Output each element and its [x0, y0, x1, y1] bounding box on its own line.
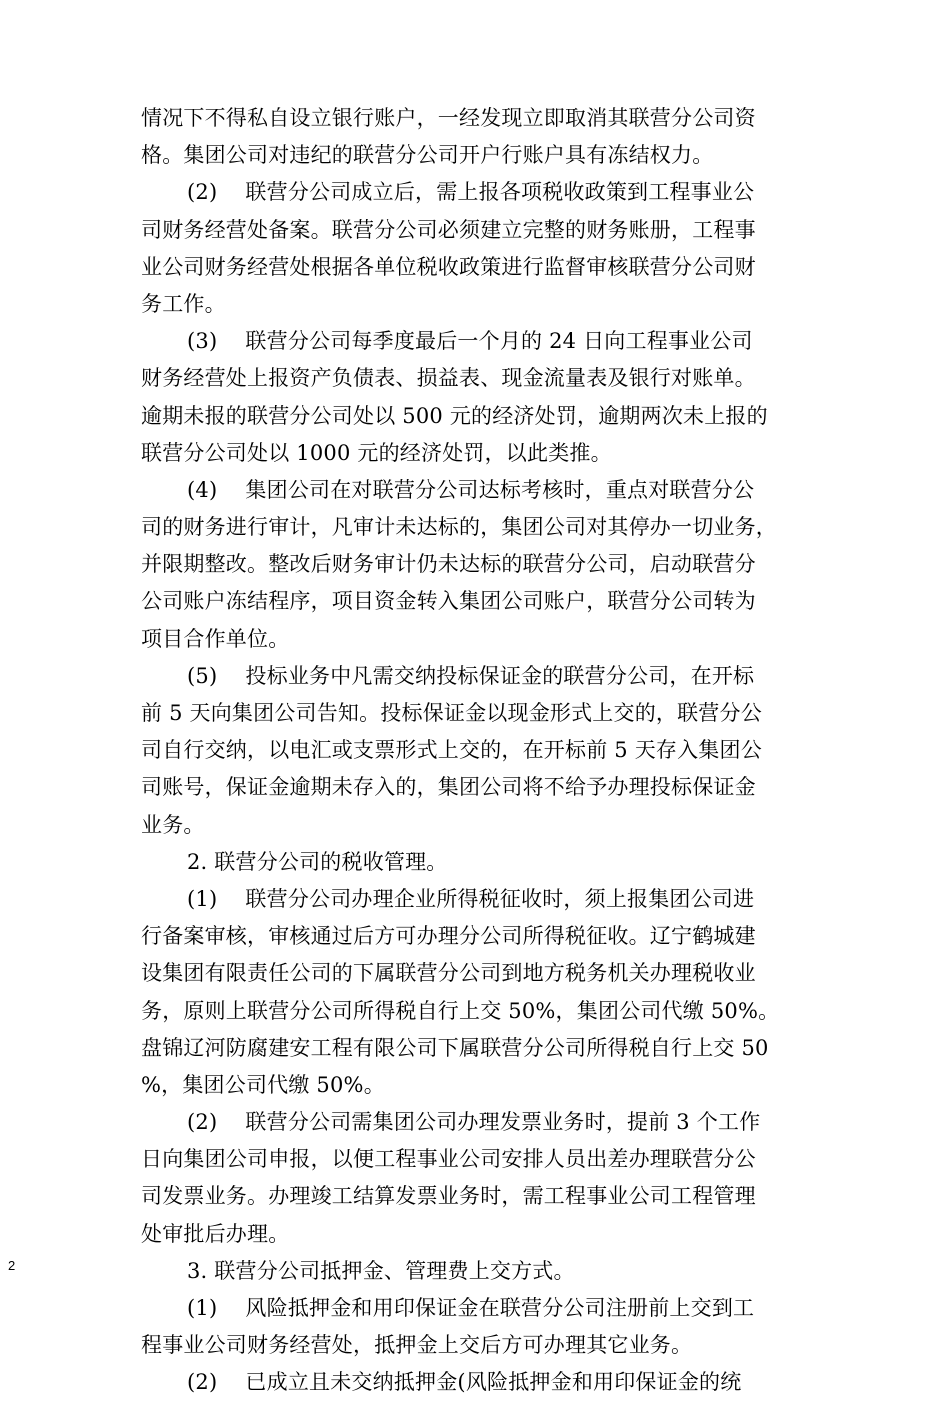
text-line: 2. 联营分公司的税收管理。 — [187, 849, 448, 874]
text-line: 日向集团公司申报，以便工程事业公司安排人员出差办理联营分公 — [141, 1147, 756, 1172]
text-line: 财务经营处上报资产负债表、损益表、现金流量表及银行对账单。 — [141, 366, 756, 391]
text-line: 司自行交纳，以电汇或支票形式上交的，在开标前 5 天存入集团公 — [141, 738, 762, 763]
text-line: 逾期未报的联营分公司处以 500 元的经济处罚，逾期两次未上报的 — [141, 403, 768, 428]
text-line: 盘锦辽河防腐建安工程有限公司下属联营分公司所得税自行上交 50 — [141, 1035, 769, 1060]
text-line: 行备案审核，审核通过后方可办理分公司所得税征收。辽宁鹤城建 — [141, 924, 756, 949]
text-line: 3. 联营分公司抵押金、管理费上交方式。 — [187, 1258, 575, 1283]
text-line: 设集团有限责任公司的下属联营分公司到地方税务机关办理税收业 — [141, 961, 756, 986]
text-line: (2) 联营分公司需集团公司办理发票业务时，提前 3 个工作 — [187, 1110, 761, 1135]
text-line: 司发票业务。办理竣工结算发票业务时，需工程事业公司工程管理 — [141, 1184, 756, 1209]
text-line: 务，原则上联营分公司所得税自行上交 50%，集团公司代缴 50%。 — [141, 998, 780, 1023]
text-line: (2) 已成立且未交纳抵押金(风险抵押金和用印保证金的统 — [187, 1370, 742, 1395]
text-line: 司财务经营处备案。联营分公司必须建立完整的财务账册，工程事 — [141, 217, 756, 242]
text-line: 项目合作单位。 — [141, 626, 290, 651]
text-line: (1) 联营分公司办理企业所得税征收时，须上报集团公司进 — [187, 886, 755, 911]
text-line: 程事业公司财务经营处，抵押金上交后方可办理其它业务。 — [141, 1333, 693, 1358]
text-line: 业务。 — [141, 812, 205, 837]
text-line: (1) 风险抵押金和用印保证金在联营分公司注册前上交到工 — [187, 1296, 755, 1320]
text-line: 联营分公司处以 1000 元的经济处罚，以此类推。 — [141, 440, 612, 465]
text-line: 公司账户冻结程序，项目资金转入集团公司账户，联营分公司转为 — [141, 589, 756, 614]
text-line: (3) 联营分公司每季度最后一个月的 24 日向工程事业公司 — [187, 329, 753, 354]
text-line: 司的财务进行审计，凡审计未达标的，集团公司对其停办一切业务， — [141, 515, 777, 540]
text-line: (5) 投标业务中凡需交纳投标保证金的联营分公司，在开标 — [187, 663, 755, 688]
text-line: 业公司财务经营处根据各单位税收政策进行监督审核联营分公司财 — [141, 254, 756, 279]
text-line: 并限期整改。整改后财务审计仍未达标的联营分公司，启动联营分 — [141, 552, 756, 577]
page-number: 2 — [8, 1258, 16, 1273]
text-line: 处审批后办理。 — [141, 1221, 290, 1246]
text-line: 情况下不得私自设立银行账户，一经发现立即取消其联营分公司资 — [141, 106, 756, 130]
text-line: (2) 联营分公司成立后，需上报各项税收政策到工程事业公 — [187, 180, 755, 205]
text-line: 格。集团公司对违纪的联营分公司开户行账户具有冻结权力。 — [141, 143, 714, 168]
text-line: 务工作。 — [141, 291, 226, 316]
text-line: (4) 集团公司在对联营分公司达标考核时，重点对联营分公 — [187, 477, 755, 502]
text-line: 前 5 天向集团公司告知。投标保证金以现金形式上交的，联营分公 — [141, 701, 762, 725]
document-body — [141, 100, 841, 1402]
text-line: %，集团公司代缴 50%。 — [141, 1072, 385, 1097]
text-line: 司账号，保证金逾期未存入的，集团公司将不给予办理投标保证金 — [141, 775, 756, 800]
